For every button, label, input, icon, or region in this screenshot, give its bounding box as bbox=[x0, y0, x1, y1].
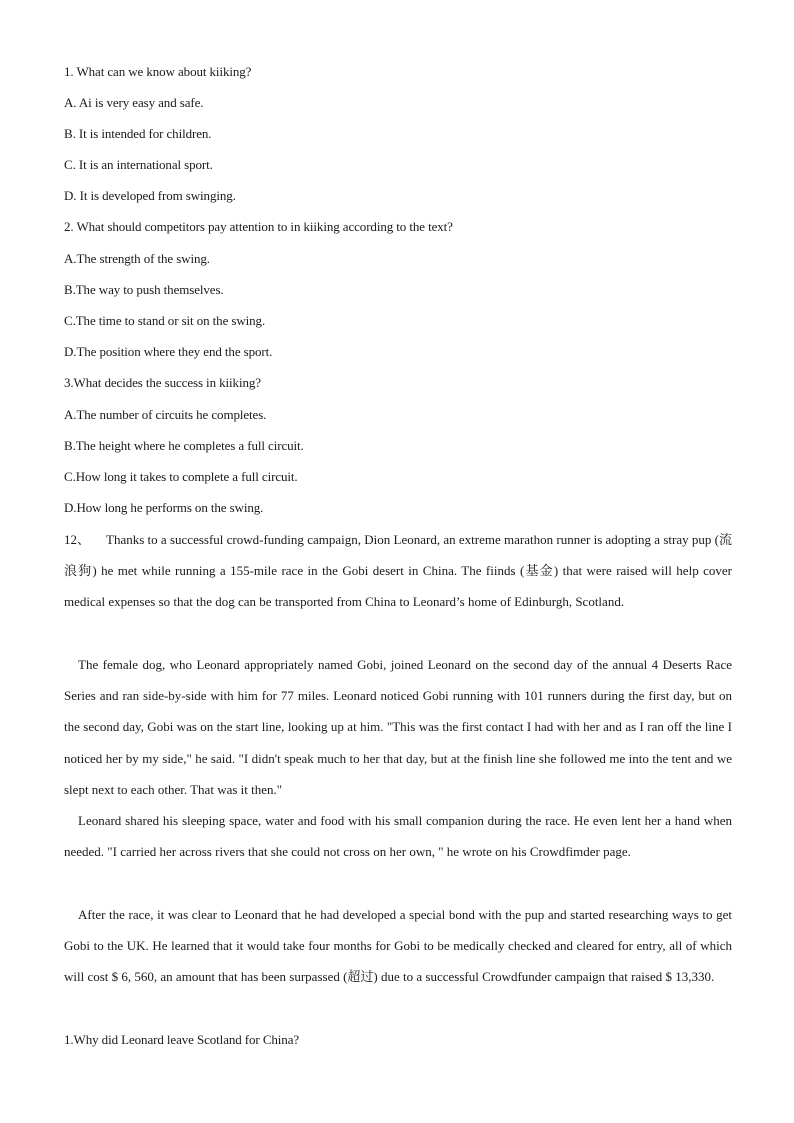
passage-question-1: 1.Why did Leonard leave Scotland for China? bbox=[64, 1032, 300, 1047]
question-1: 1. What can we know about kiiking? bbox=[64, 64, 252, 79]
passage-paragraph-4: After the race, it was clear to Leonard that he had developed a special bond with the pup and started researching ways to get Gobi to the UK. He learned that it would take four months for Gobi to be medically checked and cleared for entry, all of which will cost $ 6, 560, an amount that has been surpassed (超过) due to a successful Crowdfunder campaign that raised $ 13,330. bbox=[64, 907, 732, 985]
option-3c: C.How long it takes to complete a full circuit. bbox=[64, 469, 298, 484]
option-3a: A.The number of circuits he completes. bbox=[64, 407, 267, 422]
passage-number: 12、 bbox=[64, 532, 91, 547]
option-2c: C.The time to stand or sit on the swing. bbox=[64, 313, 266, 328]
option-2d: D.The position where they end the sport. bbox=[64, 344, 273, 359]
option-1b: B. It is intended for children. bbox=[64, 126, 212, 141]
passage-paragraph-3: Leonard shared his sleeping space, water and food with his small companion during the race. He even lent her a hand when needed. "I carried her across rivers that she could not cross on her own, " he wrote on his Crowdfimder page. bbox=[64, 813, 732, 860]
option-1d: D. It is developed from swinging. bbox=[64, 188, 236, 203]
option-1a: A. Ai is very easy and safe. bbox=[64, 95, 204, 110]
paragraph-1-text: Thanks to a successful crowd-funding campaign, Dion Leonard, an extreme marathon runner is adopting a stray pup (流浪狗) he met while running a 155-mile race in the Gobi desert in China. The fiinds (基金) that were raised will help cover medical expenses so that the dog can be transported from China to Leonard’s home of Edinburgh, Scotland. bbox=[64, 532, 732, 610]
option-3d: D.How long he performs on the swing. bbox=[64, 500, 264, 515]
question-3: 3.What decides the success in kiiking? bbox=[64, 375, 261, 390]
passage-paragraph-2: The female dog, who Leonard appropriately named Gobi, joined Leonard on the second day of the annual 4 Deserts Race Series and ran side-by-side with him for 77 miles. Leonard noticed Gobi running with 101 runners during the first day, but on the second day, Gobi was on the start line, looking up at him. "This was the first contact I had with her and as I ran off the line I noticed her by my side," he said. "I didn't speak much to her that day, but at the finish line she followed me into the tent and we slept next to each other. That was it then." bbox=[64, 657, 732, 797]
option-2b: B.The way to push themselves. bbox=[64, 282, 224, 297]
passage-paragraph-1 bbox=[64, 524, 732, 618]
option-1c: C. It is an international sport. bbox=[64, 157, 213, 172]
option-3b: B.The height where he completes a full circuit. bbox=[64, 438, 304, 453]
option-2a: A.The strength of the swing. bbox=[64, 251, 210, 266]
question-2: 2. What should competitors pay attention to in kiiking according to the text? bbox=[64, 219, 453, 234]
